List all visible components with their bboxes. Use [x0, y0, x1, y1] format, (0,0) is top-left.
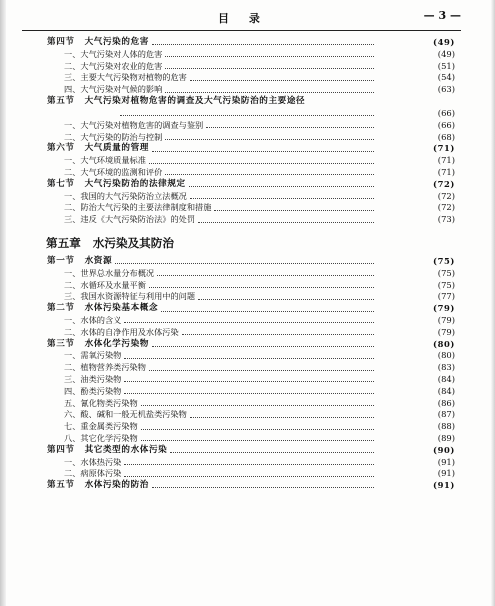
dot-leader: [124, 381, 374, 382]
page-reference: (51): [437, 60, 455, 71]
section-title: 水资源: [84, 255, 113, 266]
page-reference: (79): [437, 326, 455, 337]
dot-leader: [157, 275, 374, 276]
subsection-title: 七、重金属类污染物: [64, 421, 138, 432]
page-reference: (66): [437, 107, 455, 118]
subsection-title: 一、我国的大气污染防治立法概况: [64, 190, 187, 201]
subsection-title: 三、违反《大气污染防治法》的处罚: [64, 214, 196, 225]
dot-leader: [152, 346, 374, 347]
dot-leader: [165, 68, 374, 69]
toc-section-entry[interactable]: [47, 445, 495, 457]
page-reference: (79): [437, 314, 455, 325]
subsection-title: 三、我国水资源特征与利用中的问题: [64, 291, 196, 302]
toc-section-entry[interactable]: [47, 256, 495, 268]
subsection-title: 三、主要大气污染物对植物的危害: [64, 72, 187, 83]
dot-leader: [124, 358, 374, 359]
dot-leader: [152, 151, 374, 152]
section-title: 水体化学污染物: [84, 338, 149, 349]
dot-leader: [170, 452, 374, 453]
dot-leader: [120, 115, 374, 116]
toc-section-entry[interactable]: [47, 37, 495, 49]
page-reference: (49): [437, 48, 455, 59]
header-title: 目 录: [218, 12, 268, 25]
page-header: [20, 6, 461, 30]
section-number: 第四节: [47, 37, 75, 47]
page-reference: (72): [437, 202, 455, 213]
page-reference: (75): [433, 255, 455, 266]
page-reference: (88): [437, 421, 455, 432]
toc-section-entry[interactable]: [47, 339, 495, 351]
section-title: 大气污染对植物危害的调查及大气污染防治的主要途径: [84, 95, 306, 106]
dot-leader: [190, 80, 374, 81]
page-reference: (90): [433, 444, 455, 455]
toc-subsection-entry[interactable]: [64, 374, 495, 386]
dot-leader: [214, 210, 374, 211]
section-title: 大气污染防治的法律规定: [84, 178, 186, 189]
dot-leader: [206, 127, 374, 128]
subsection-title: 三、油类污染物: [64, 373, 122, 384]
page-reference: (86): [437, 397, 455, 408]
toc-subsection-entry[interactable]: [64, 468, 495, 480]
toc-subsection-entry[interactable]: [64, 202, 495, 214]
dot-leader: [152, 487, 374, 488]
section-title: 水体污染基本概念: [84, 303, 159, 314]
subsection-title: 一、大气污染对人体的危害: [64, 48, 163, 59]
page-reference: (71): [433, 143, 455, 154]
toc-subsection-entry[interactable]: [64, 327, 495, 339]
page-reference: (91): [437, 468, 455, 479]
dot-leader: [165, 139, 374, 140]
toc-subsection-entry[interactable]: [64, 457, 495, 469]
page-reference: (84): [437, 373, 455, 384]
toc-subsection-entry[interactable]: [64, 386, 495, 398]
dot-leader: [141, 429, 374, 430]
subsection-title: 二、水循环及水量平衡: [64, 279, 146, 290]
toc-subsection-entry[interactable]: [64, 280, 495, 292]
dot-leader: [152, 44, 374, 45]
dot-leader: [190, 198, 374, 199]
toc-subsection-entry[interactable]: [64, 214, 495, 226]
toc-subsection-entry[interactable]: [64, 362, 495, 374]
toc-block-air-pollution: [0, 37, 495, 226]
dot-leader: [124, 322, 374, 323]
subsection-title: 四、大气污染对气候的影响: [64, 84, 163, 95]
page-reference: (72): [433, 178, 455, 189]
toc-section-entry[interactable]: [47, 96, 495, 108]
subsection-title: 五、氰化物类污染物: [64, 397, 138, 408]
subsection-title: 二、水体的自净作用及水体污染: [64, 326, 179, 337]
chapter-title: 水污染及其防治: [92, 235, 174, 250]
toc-block-water-pollution: [0, 256, 495, 492]
toc-subsection-entry[interactable]: [64, 398, 495, 410]
chapter-heading[interactable]: [46, 234, 495, 252]
toc-section-entry[interactable]: [47, 179, 495, 191]
page-reference: (89): [437, 432, 455, 443]
page-reference: (80): [433, 338, 455, 349]
toc-subsection-entry[interactable]: [64, 421, 495, 433]
dot-leader: [141, 405, 374, 406]
page-reference: (63): [437, 84, 455, 95]
dot-leader: [198, 299, 374, 300]
subsection-title: 二、大气环境的监测和评价: [64, 166, 163, 177]
dot-leader: [149, 163, 374, 164]
toc-subsection-entry[interactable]: [64, 49, 495, 61]
page-reference: (83): [437, 362, 455, 373]
toc-subsection-entry[interactable]: [64, 155, 495, 167]
section-number: 第四节: [47, 444, 75, 455]
toc-subsection-entry[interactable]: [64, 291, 495, 303]
page-reference: (66): [437, 119, 455, 130]
subsection-title: 一、需氧污染物: [64, 350, 122, 361]
subsection-title: 二、病原体污染: [64, 468, 122, 479]
toc-subsection-entry[interactable]: [64, 61, 495, 73]
table-of-contents: [0, 37, 495, 492]
subsection-title: 一、大气环境质量标准: [64, 155, 146, 166]
toc-section-entry[interactable]: [47, 143, 495, 155]
subsection-title: 二、大气污染的防治与控制: [64, 131, 163, 142]
subsection-title: 八、其它化学污染物: [64, 432, 138, 443]
page-reference: (80): [437, 350, 455, 361]
toc-subsection-entry[interactable]: [64, 167, 495, 179]
section-number: 第七节: [47, 178, 75, 189]
dot-leader: [149, 370, 374, 371]
dot-leader: [182, 334, 374, 335]
dot-leader: [190, 417, 374, 418]
subsection-title: 四、酚类污染物: [64, 385, 122, 396]
section-title: 大气质量的管理: [84, 143, 149, 154]
page-reference: (87): [437, 409, 455, 420]
page-reference: (54): [437, 72, 455, 83]
section-number: 第一节: [47, 255, 75, 266]
subsection-title: 二、防治大气污染的主要法律制度和措施: [64, 202, 212, 213]
section-number: 第三节: [47, 338, 75, 349]
toc-subsection-entry[interactable]: [64, 132, 495, 144]
dot-leader: [141, 440, 374, 441]
page-reference: (49): [433, 37, 455, 47]
page-reference: (91): [433, 480, 455, 491]
dot-leader: [165, 174, 374, 175]
toc-subsection-entry[interactable]: [64, 191, 495, 203]
page-reference: (68): [437, 131, 455, 142]
toc-subsection-entry[interactable]: [64, 433, 495, 445]
toc-continuation-line[interactable]: [0, 108, 495, 120]
toc-subsection-entry[interactable]: [64, 268, 495, 280]
section-title: 其它类型的水体污染: [84, 444, 168, 455]
subsection-title: 一、水体热污染: [64, 456, 122, 467]
dot-leader: [165, 92, 374, 93]
dot-leader: [165, 56, 374, 57]
page-reference: (77): [437, 291, 455, 302]
section-number: 第五节: [47, 480, 75, 491]
page-reference: (71): [437, 155, 455, 166]
subsection-title: 一、水体的含义: [64, 314, 122, 325]
dot-leader: [124, 393, 374, 394]
subsection-title: 二、大气污染对农业的危害: [64, 60, 163, 71]
toc-subsection-entry[interactable]: [64, 84, 495, 96]
section-number: 第五节: [47, 95, 75, 106]
header-rule: [22, 30, 461, 31]
subsection-title: 一、世界总水量分布概况: [64, 267, 155, 278]
page-reference: (84): [437, 385, 455, 396]
toc-section-entry[interactable]: [47, 303, 495, 315]
dot-leader: [149, 287, 374, 288]
dot-leader: [189, 186, 374, 187]
toc-section-entry[interactable]: [47, 480, 495, 492]
chapter-number: 第五章: [46, 235, 81, 250]
dot-leader: [198, 222, 374, 223]
page-reference: (79): [433, 303, 455, 314]
section-title: 大气污染的危害: [84, 37, 149, 47]
page-reference: (75): [437, 267, 455, 278]
section-number: 第六节: [47, 143, 75, 154]
toc-subsection-entry[interactable]: [64, 72, 495, 84]
toc-subsection-entry[interactable]: [64, 409, 495, 421]
page-reference: (91): [437, 456, 455, 467]
section-title: 水体污染的防治: [84, 480, 149, 491]
dot-leader: [161, 311, 374, 312]
toc-subsection-entry[interactable]: [64, 315, 495, 327]
dot-leader: [124, 476, 374, 477]
dot-leader: [124, 464, 374, 465]
page-reference: (75): [437, 279, 455, 290]
subsection-title: 一、大气污染对植物危害的调查与鉴别: [64, 119, 204, 130]
dot-leader: [115, 263, 374, 264]
page-reference: (71): [437, 166, 455, 177]
page-reference: (72): [437, 190, 455, 201]
subsection-title: 二、植物营养类污染物: [64, 362, 146, 373]
header-page-number: — 3 —: [423, 9, 461, 22]
section-number: 第二节: [47, 303, 75, 314]
subsection-title: 六、酸、碱和一般无机盐类污染物: [64, 409, 187, 420]
toc-subsection-entry[interactable]: [64, 120, 495, 132]
toc-subsection-entry[interactable]: [64, 350, 495, 362]
page-reference: (73): [437, 214, 455, 225]
